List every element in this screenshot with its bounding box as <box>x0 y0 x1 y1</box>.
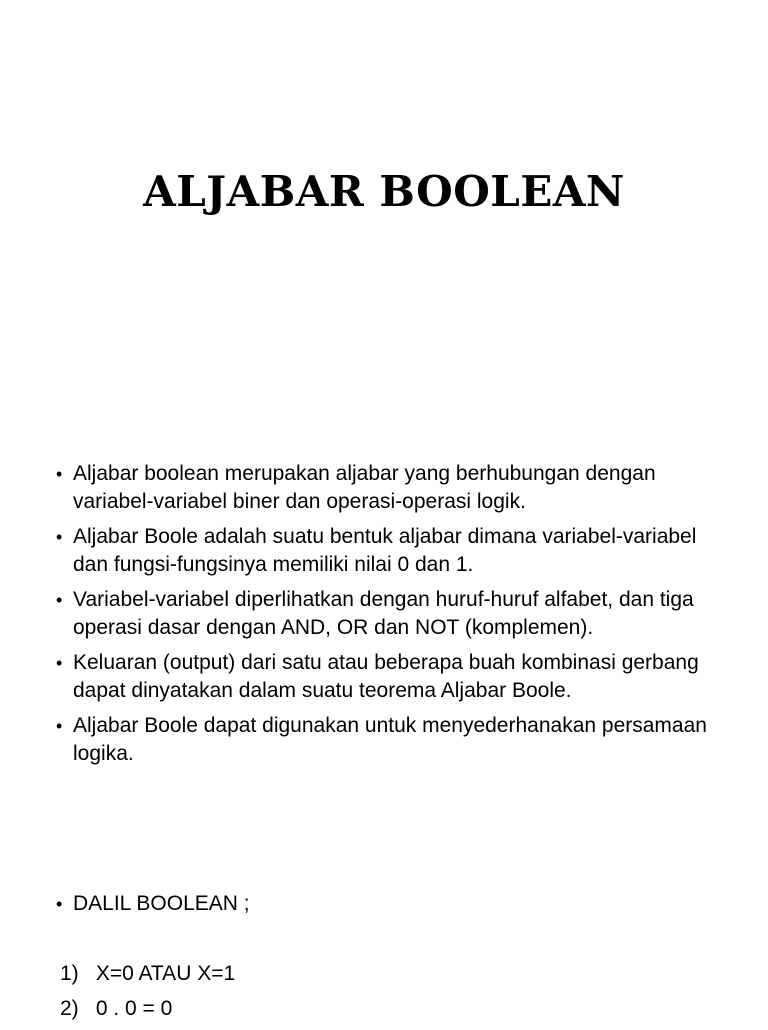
bullet-item <box>56 460 716 516</box>
bullet-item <box>56 586 716 642</box>
bullet-text: Keluaran (output) dari satu atau beberapa buah kombinasi gerbang dapat dinyatakan dalam suatu teorema Aljabar Boole. <box>73 651 699 702</box>
bullet-item <box>56 649 716 705</box>
bullet-dot-icon: • <box>56 590 63 610</box>
bullet-text: Aljabar Boole dapat digunakan untuk menyederhanakan persamaan logika. <box>73 714 707 765</box>
dalil-list <box>60 960 720 1030</box>
bullet-dot-icon: • <box>56 527 63 547</box>
bullet-item <box>56 523 716 579</box>
bullet-dot-icon: • <box>56 716 63 736</box>
bullet-text: Aljabar boolean merupakan aljabar yang berhubungan dengan variabel-variabel biner dan operasi-operasi logik. <box>73 462 656 513</box>
bullet-item <box>56 712 716 768</box>
bullet-dot-icon: • <box>56 653 63 673</box>
bullet-dot-icon: • <box>56 894 63 914</box>
bullet-text: Variabel-variabel diperlihatkan dengan huruf-huruf alfabet, dan tiga operasi dasar dengan AND, OR dan NOT (komplemen). <box>73 588 694 639</box>
dalil-heading-text: DALIL BOOLEAN ; <box>73 892 250 915</box>
bullet-list <box>56 460 716 775</box>
dalil-heading <box>56 890 733 918</box>
dalil-item-text: X=0 ATAU X=1 <box>95 962 236 985</box>
dalil-item <box>60 960 720 988</box>
dalil-item <box>60 995 720 1023</box>
dalil-item-number: 1) <box>60 962 79 985</box>
dalil-item-text: 0 . 0 = 0 <box>95 997 173 1020</box>
bullet-text: Aljabar Boole adalah suatu bentuk aljabar dimana variabel-variabel dan fungsi-fungsinya memiliki nilai 0 dan 1. <box>73 525 697 576</box>
dalil-item-number: 2) <box>60 997 79 1020</box>
slide-title: ALJABAR BOOLEAN <box>143 167 625 216</box>
bullet-dot-icon: • <box>56 464 63 484</box>
